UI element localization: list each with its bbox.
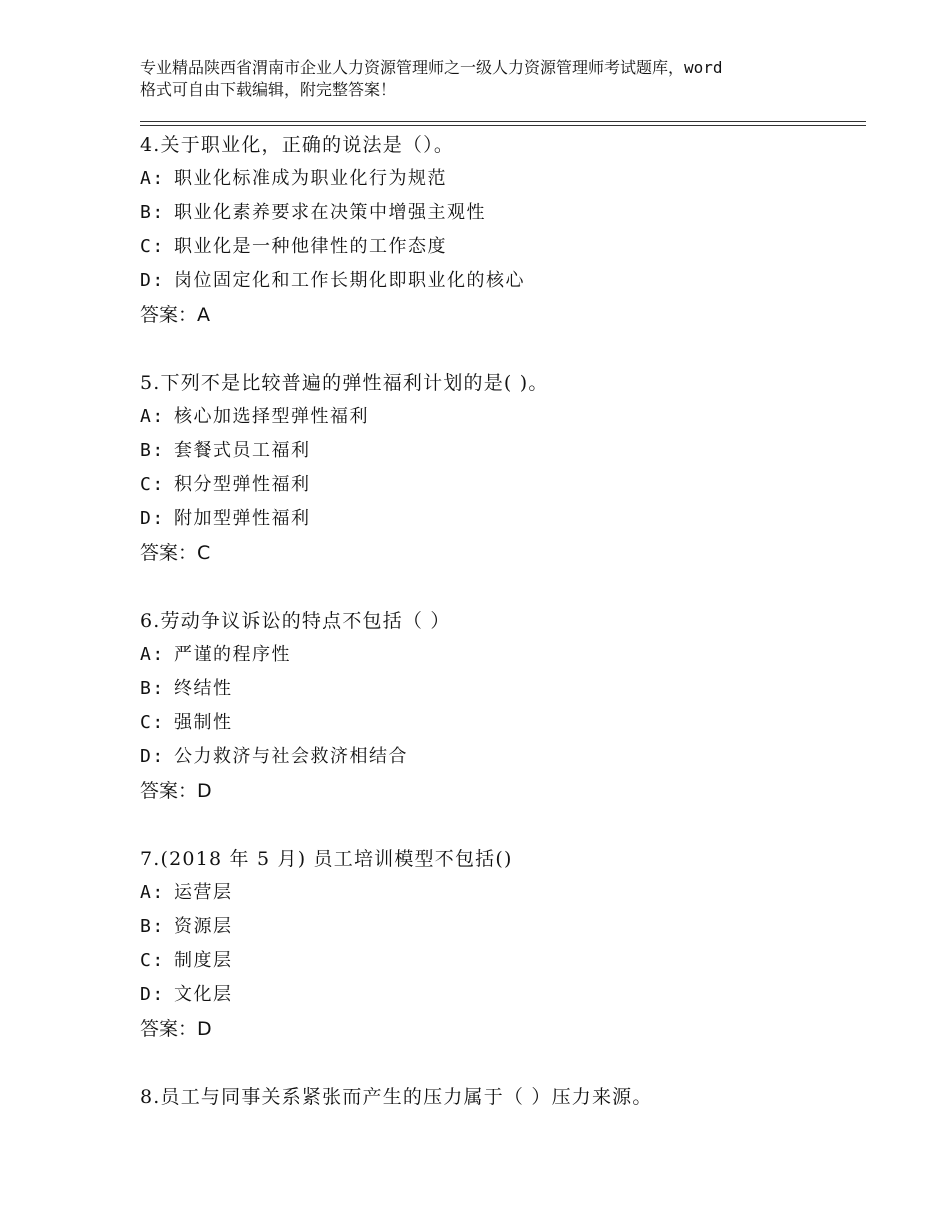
option-letter: B: (140, 916, 165, 937)
option-text: 套餐式员工福利 (174, 440, 311, 461)
option-letter: C: (140, 712, 165, 733)
option-letter: D: (140, 270, 165, 291)
option-text: 强制性 (174, 712, 233, 733)
option-text: 终结性 (174, 678, 233, 699)
answer-line: 答案：A (140, 304, 210, 326)
answer-line: 答案：D (140, 780, 212, 802)
option-c (140, 468, 860, 502)
document-header (140, 57, 840, 101)
option-text: 公力救济与社会救济相结合 (174, 746, 408, 767)
header-line-1: 专业精品陕西省渭南市企业人力资源管理师之一级人力资源管理师考试题库，word (140, 58, 723, 77)
header-line-2: 格式可自由下载编辑，附完整答案！ (140, 80, 397, 99)
option-text: 职业化标准成为职业化行为规范 (174, 168, 447, 189)
option-text: 运营层 (174, 882, 233, 903)
option-letter: C: (140, 950, 165, 971)
answer-line: 答案：D (140, 1018, 212, 1040)
question-5 (140, 366, 860, 570)
option-d (140, 978, 860, 1012)
option-letter: B: (140, 678, 165, 699)
question-8 (140, 1080, 860, 1114)
option-d (140, 740, 860, 774)
option-text: 附加型弹性福利 (174, 508, 311, 529)
header-divider-top (140, 121, 866, 122)
question-list (140, 128, 860, 1148)
option-letter: C: (140, 236, 165, 257)
option-d (140, 502, 860, 536)
question-stem: 5.下列不是比较普遍的弹性福利计划的是( )。 (140, 372, 549, 394)
option-text: 岗位固定化和工作长期化即职业化的核心 (174, 270, 525, 291)
option-letter: D: (140, 746, 165, 767)
option-a (140, 400, 860, 434)
option-letter: A: (140, 168, 165, 189)
option-text: 文化层 (174, 984, 233, 1005)
option-letter: D: (140, 984, 165, 1005)
option-text: 制度层 (174, 950, 233, 971)
option-a (140, 638, 860, 672)
option-c (140, 944, 860, 978)
option-letter: A: (140, 406, 165, 427)
option-letter: C: (140, 474, 165, 495)
header-divider-bottom (140, 125, 866, 126)
option-text: 职业化是一种他律性的工作态度 (174, 236, 447, 257)
question-stem: 7.(2018 年 5 月) 员工培训模型不包括() (140, 848, 513, 870)
option-b (140, 672, 860, 706)
option-b (140, 196, 860, 230)
answer-line: 答案：C (140, 542, 211, 564)
option-text: 职业化素养要求在决策中增强主观性 (174, 202, 486, 223)
option-b (140, 910, 860, 944)
option-text: 积分型弹性福利 (174, 474, 311, 495)
question-6 (140, 604, 860, 808)
question-7 (140, 842, 860, 1046)
option-c (140, 230, 860, 264)
option-text: 严谨的程序性 (174, 644, 291, 665)
option-text: 核心加选择型弹性福利 (174, 406, 369, 427)
option-d (140, 264, 860, 298)
option-letter: B: (140, 202, 165, 223)
question-4 (140, 128, 860, 332)
option-a (140, 876, 860, 910)
option-a (140, 162, 860, 196)
question-stem: 4.关于职业化，正确的说法是（）。 (140, 134, 455, 156)
question-stem: 6.劳动争议诉讼的特点不包括（ ） (140, 610, 451, 632)
option-letter: B: (140, 440, 165, 461)
option-text: 资源层 (174, 916, 233, 937)
option-letter: D: (140, 508, 165, 529)
option-c (140, 706, 860, 740)
question-stem: 8.员工与同事关系紧张而产生的压力属于（ ）压力来源。 (140, 1086, 653, 1108)
option-letter: A: (140, 882, 165, 903)
option-letter: A: (140, 644, 165, 665)
option-b (140, 434, 860, 468)
